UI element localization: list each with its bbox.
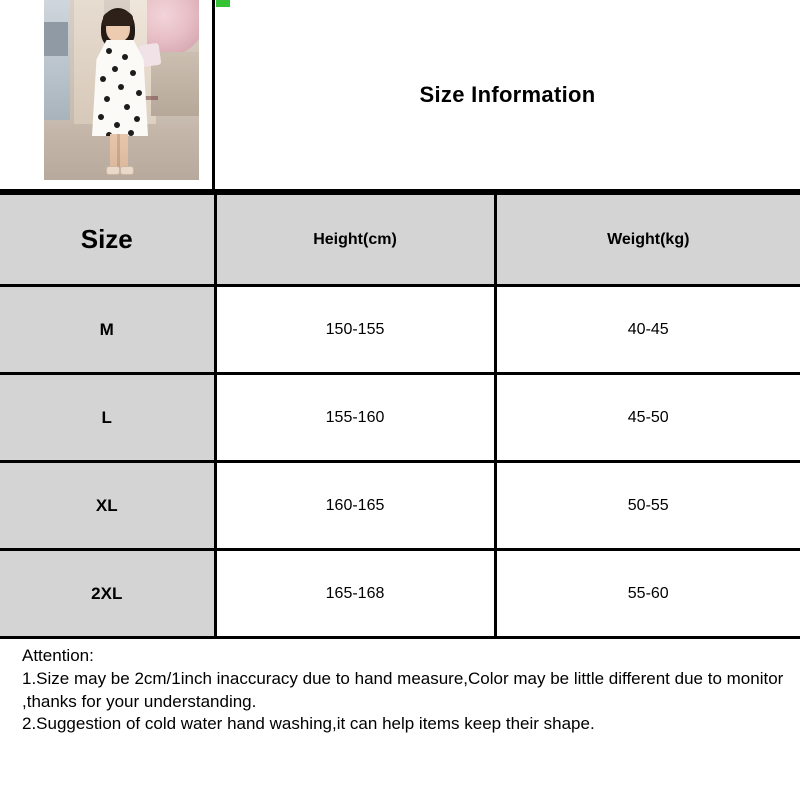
model-legs: [110, 134, 128, 168]
green-marker: [216, 0, 230, 7]
attention-line-1: 1.Size may be 2cm/1inch inaccuracy due to hand measure,Color may be little different due to monitor ,thanks for your understanding.: [22, 669, 784, 711]
table-row: [0, 550, 800, 638]
page-title: Size Information: [419, 81, 596, 107]
table-row: [0, 462, 800, 550]
cell-height: 155-160: [215, 374, 495, 462]
photo-background-panel-shadow: [44, 22, 68, 56]
attention-line-2: 2.Suggestion of cold water hand washing,it can help items keep their shape.: [22, 714, 595, 734]
attention-heading: Attention:: [22, 646, 94, 665]
cell-weight: 45-50: [495, 374, 800, 462]
cell-weight: 50-55: [495, 462, 800, 550]
cell-height: 160-165: [215, 462, 495, 550]
attention-block: [0, 639, 800, 744]
model-shoe-right: [120, 166, 134, 175]
cell-weight: 40-45: [495, 286, 800, 374]
cell-size: XL: [0, 462, 215, 550]
cell-height: 165-168: [215, 550, 495, 638]
column-header-weight: Weight(kg): [495, 194, 800, 286]
table-header-row: [0, 194, 800, 286]
column-header-size: Size: [0, 194, 215, 286]
cell-size: 2XL: [0, 550, 215, 638]
model-dress: [92, 40, 148, 136]
column-header-height: Height(cm): [215, 194, 495, 286]
photo-background-panel: [44, 0, 70, 120]
size-table: [0, 192, 800, 639]
model-shoe-left: [106, 166, 120, 175]
table-row: [0, 286, 800, 374]
bottom-spacer: [0, 744, 800, 788]
cell-size: L: [0, 374, 215, 462]
cell-weight: 55-60: [495, 550, 800, 638]
table-row: [0, 374, 800, 462]
header-row: [0, 0, 800, 192]
title-cell: [215, 0, 800, 189]
product-photo: [44, 0, 199, 180]
cell-height: 150-155: [215, 286, 495, 374]
cell-size: M: [0, 286, 215, 374]
model-hair-front: [103, 10, 133, 26]
product-photo-cell: [0, 0, 215, 189]
